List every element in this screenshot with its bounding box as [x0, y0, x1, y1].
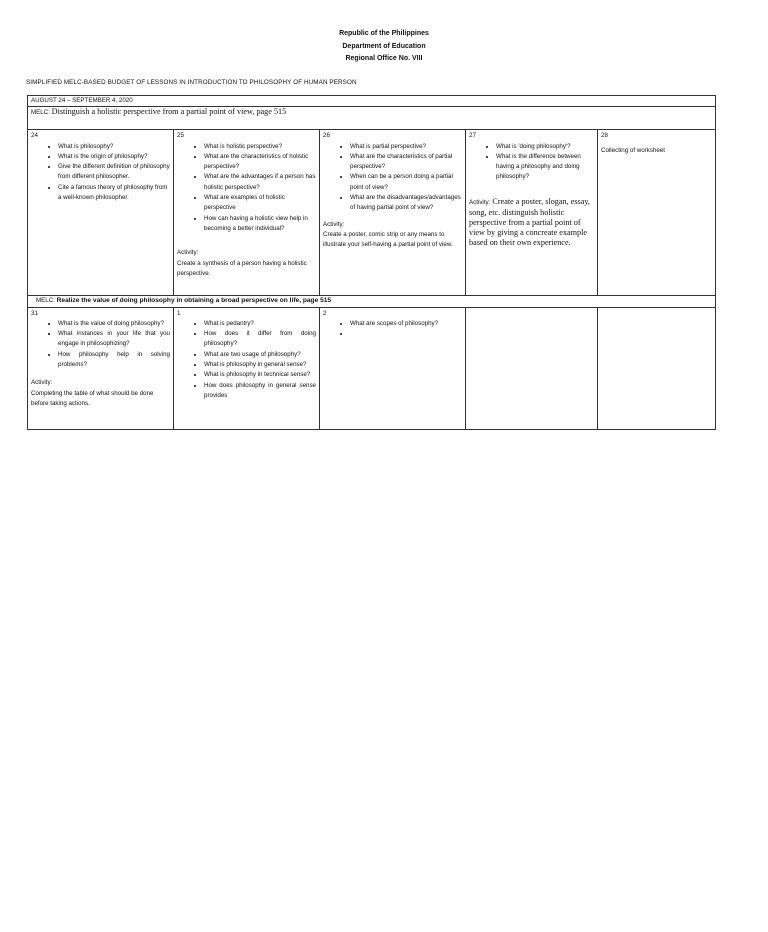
activity-block	[31, 378, 170, 409]
list-item: • What are the characteristics of holistic perspective?	[204, 152, 316, 173]
list-item: • What are the characteristics of partial perspective?	[350, 152, 462, 173]
list-item: • What are two usage of philosophy?	[204, 350, 316, 360]
list-item: • What is philosophy in general sense?	[204, 360, 316, 370]
day-cell-28	[598, 130, 716, 296]
day-cell-25	[174, 130, 320, 296]
list-item: • What is the value of doing philosophy?	[58, 319, 170, 329]
days-row-week2	[28, 307, 716, 429]
empty-day-cell	[466, 307, 598, 429]
question-list	[469, 142, 594, 183]
date-range-row	[28, 96, 716, 107]
list-item: • What are the disadvantages/advantages of having partial point of view?	[350, 193, 462, 214]
melc-label: MELC:	[36, 297, 55, 305]
list-item: • How does philosophy in general sense provides	[204, 381, 316, 402]
question-list	[31, 319, 170, 370]
list-item: • Cite a famous theory of philosophy from a well-known philosopher.	[58, 183, 170, 204]
question-list	[323, 142, 462, 214]
activity-text: Create a poster, comic strip or any means to illustrate your self-having a partial point of view.	[323, 230, 453, 249]
day-cell-2	[320, 307, 466, 429]
list-item: • What is philosophy?	[58, 142, 170, 152]
melc-cell-week2	[28, 296, 716, 307]
day-cell-26	[320, 130, 466, 296]
melc-text-week2: Realize the value of doing philosophy in obtaining a broad perspective on life, page 515	[56, 297, 332, 305]
list-item: • What is philosophy in technical sense?	[204, 370, 316, 380]
activity-block	[177, 248, 316, 279]
header-republic: Republic of the Philippines	[339, 30, 429, 37]
day-number: 24	[31, 132, 38, 140]
activity-text: Create a poster, slogan, essay, song, etc. distinguish holistic perspective from a partial point of view by giving a concreate example based on their own experience.	[469, 196, 590, 247]
day-number: 26	[323, 132, 330, 140]
list-item: • What is the origin of philosophy?	[58, 152, 170, 162]
list-item: • When can be a person doing a partial point of view?	[350, 172, 462, 193]
activity-label: Activity:	[323, 220, 345, 228]
melc-cell-week1	[28, 107, 716, 130]
day-cell-24	[28, 130, 174, 296]
melc-row-week1	[28, 107, 716, 130]
lesson-budget-table	[27, 95, 716, 430]
list-item	[350, 329, 462, 339]
days-row-week1	[28, 130, 716, 296]
list-item: • What is 'doing philosophy'?	[496, 142, 594, 152]
question-list	[31, 142, 170, 204]
empty-day-cell	[598, 307, 716, 429]
list-item: • How does it differ from doing philosophy?	[204, 329, 316, 350]
date-range-cell: AUGUST 24 – SEPTEMBER 4, 2020	[28, 96, 716, 107]
list-item: • How can having a holistic view help in becoming a better individual?	[204, 214, 316, 235]
melc-label: MELC:	[31, 109, 50, 117]
activity-text: Create a synthesis of a person having a holistic perspective.	[177, 259, 307, 277]
activity-label: Activity:	[469, 198, 491, 206]
activity-label: Activity:	[31, 379, 53, 387]
day-number: 31	[31, 309, 38, 317]
header-department: Department of Education	[342, 42, 426, 50]
list-item: • What is pedantry?	[204, 319, 316, 329]
document-header	[0, 28, 768, 66]
list-item: • What are the advantages if a person has holistic perspective?	[204, 172, 316, 193]
melc-text-week1: Distinguish a holistic perspective from a partial point of view, page 515	[51, 107, 287, 117]
activity-block	[323, 220, 462, 251]
document-title: SIMPLIFIED MELC-BASED BUDGET OF LESSONS IN INTRODUCTION TO PHILOSOPHY OF HUMAN PERSON	[26, 79, 357, 86]
list-item: • What is partial perspective?	[350, 142, 462, 152]
list-item: • What is the difference between having a philosophy and doing philosophy?	[496, 152, 594, 183]
day-note: Collecting of worksheet	[601, 146, 665, 154]
day-number: 27	[469, 132, 476, 140]
list-item: • What instances in your life that you engage in philosophizing?	[58, 329, 170, 350]
day-number: 25	[177, 132, 184, 140]
question-list	[177, 142, 316, 235]
day-number: 1	[177, 309, 181, 317]
list-item: • What are examples of holistic perspective	[204, 193, 316, 214]
day-cell-1	[174, 307, 320, 429]
list-item: • Give the different definition of philosophy from different philosopher.	[58, 162, 170, 183]
activity-label: Activity:	[177, 249, 199, 257]
day-number: 28	[601, 132, 608, 140]
question-list	[177, 319, 316, 401]
list-item: • What is holistic perspective?	[204, 142, 316, 152]
list-item: • How philosophy help in solving problems?	[58, 350, 170, 371]
day-number: 2	[323, 309, 327, 317]
header-regional-office: Regional Office No. VIII	[345, 55, 423, 62]
melc-row-week2	[28, 296, 716, 307]
day-cell-31	[28, 307, 174, 429]
question-list	[323, 319, 462, 340]
activity-text: Completing the table of what should be done before taking actions.	[31, 389, 154, 407]
list-item: • What are scopes of philosophy?	[350, 319, 462, 329]
day-cell-27	[466, 130, 598, 296]
activity-block	[469, 197, 594, 248]
